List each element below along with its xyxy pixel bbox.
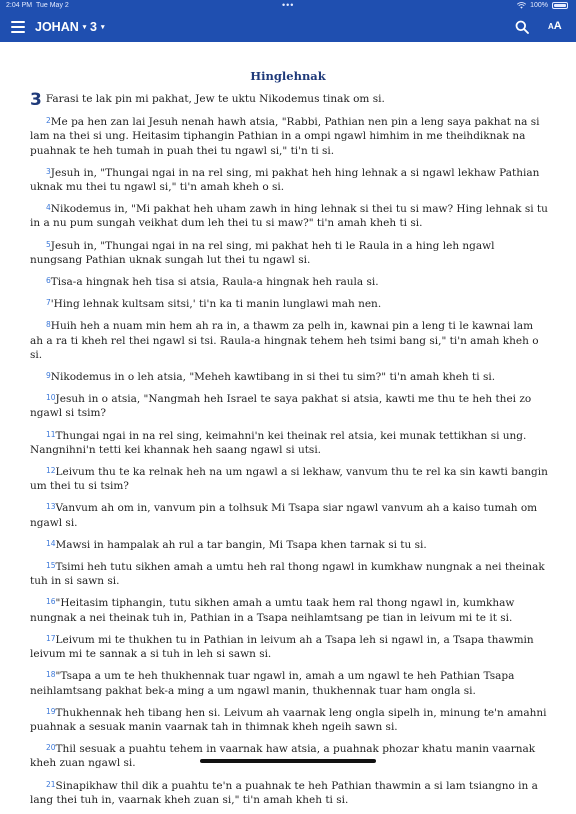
verse-paragraph bbox=[30, 705, 548, 734]
verse[interactable] bbox=[30, 165, 548, 194]
verse[interactable] bbox=[30, 500, 548, 529]
verse[interactable] bbox=[30, 559, 548, 588]
verse[interactable] bbox=[30, 90, 548, 110]
font-size-icon[interactable] bbox=[548, 20, 562, 32]
chapter-number: 3 bbox=[90, 20, 97, 34]
verse-number: 16 bbox=[46, 597, 56, 607]
verse-paragraph bbox=[30, 369, 548, 384]
status-time bbox=[6, 2, 69, 9]
verse-number: 11 bbox=[46, 429, 56, 439]
verse-number: 18 bbox=[46, 670, 56, 680]
verse-text: Leivum mi te thukhen tu in Pathian in leivum ah a Tsapa leh si ngawl in, a Tsapa thawmin leivum mi te sannak a si tuh in leh si sawn si. bbox=[30, 633, 534, 661]
verse-text: Leivum thu te ka relnak heh na um ngawl a si lekhaw, vanvum thu te rel ka sin kawti bangin um thei tu si tsim? bbox=[30, 466, 548, 493]
verse-number: 17 bbox=[46, 633, 56, 643]
book-name: JOHAN bbox=[35, 20, 79, 34]
status-time-text: 2:04 PM bbox=[6, 2, 33, 9]
verse-text: Vanvum ah om in, vanvum pin a tolhsuk Mi Tsapa siar ngawl vanvum ah a kaiso tumah om ngawl si. bbox=[30, 502, 538, 529]
wifi-icon bbox=[517, 2, 526, 9]
reading-pane[interactable] bbox=[0, 42, 576, 806]
verse-paragraph bbox=[30, 559, 548, 588]
verse-text: Sinapikhaw thil dik a puahtu te'n a puahnak te heh Pathian thawmin a si lam tsiangno in a lang thei tuh in, vaarnak kheh zuan si," ti'n amah kheh ti si. bbox=[30, 779, 538, 806]
verse-number: 12 bbox=[46, 466, 56, 476]
status-right bbox=[517, 2, 568, 9]
verse-number: 14 bbox=[46, 538, 56, 548]
verse-paragraph bbox=[30, 595, 548, 624]
verse-text: Jesuh in, "Thungai ngai in na rel sing, mi pakhat heh ti le Raula in a hing leh ngawl nungsang Pathian uknak sungah lut thei tu ngawl si. bbox=[30, 239, 495, 266]
verse-number: 7 bbox=[46, 298, 51, 308]
verse-number: 20 bbox=[46, 743, 56, 753]
chevron-down-icon: ▾ bbox=[82, 24, 87, 31]
verse-number: 6 bbox=[46, 276, 51, 286]
verse-text: 'Hing lehnak kultsam sitsi,' ti'n ka ti manin lunglawi mah nen. bbox=[50, 298, 382, 311]
verse-text: Jesuh in, "Thungai ngai in na rel sing, mi pakhat heh hing lehnak a si ngawl lekhaw Pathian uknak mu thei tu ngawl si," ti'n amah kheh o si. bbox=[30, 166, 540, 194]
verse-text: "Heitasim tiphangin, tutu sikhen amah a umtu taak hem ral thong ngawl in, kumkhaw nungnak a nei theinak tuh in, Pathian in a Tsapa neihlamtsang pe tian in leivum mi te it si. bbox=[30, 597, 515, 624]
verse[interactable] bbox=[30, 201, 548, 230]
verse-text: Farasi te lak pin mi pakhat, Jew te uktu Nikodemus tinak om si. bbox=[45, 93, 385, 105]
verse-text: Jesuh in o atsia, "Nangmah heh Israel te saya pakhat si atsia, kawti me thu te heh thei zo ngawl si tsim? bbox=[30, 393, 532, 420]
verse-number: 15 bbox=[46, 561, 56, 571]
status-date: Tue May 2 bbox=[35, 2, 69, 9]
verse-number: 4 bbox=[46, 203, 51, 213]
verse[interactable] bbox=[30, 668, 548, 697]
verse-text: Thukhennak heh tibang hen si. Leivum ah vaarnak leng ongla sipelh in, minung te'n amahni puahnak a sesuak manin vaarnak tah in thimnak kheh ngeih sawn si. bbox=[30, 706, 547, 733]
battery-percent: 100% bbox=[530, 2, 548, 9]
verse[interactable] bbox=[30, 318, 548, 362]
section-heading: Hinglehnak bbox=[250, 69, 326, 83]
font-icon-large: A bbox=[553, 20, 562, 32]
multitask-dots[interactable]: ••• bbox=[282, 0, 295, 10]
verse-text: Me pa hen zan lai Jesuh nenah hawh atsia, "Rabbi, Pathian nen pin a leng saya pakhat na si lam na thei si ung. Heitasim tiphangin Pathian in a ompi ngawl himhim in me theihdiknak na puahnak te heh tumah in puah thei tu ngawl si," ti'n ti si. bbox=[30, 116, 540, 157]
verse-number: 9 bbox=[46, 371, 51, 381]
font-icon-small: A bbox=[548, 22, 554, 31]
verse-paragraph bbox=[30, 165, 548, 194]
search-icon[interactable] bbox=[515, 20, 529, 34]
verse-paragraph bbox=[30, 778, 548, 807]
verse[interactable] bbox=[30, 632, 548, 661]
verse-paragraph bbox=[30, 668, 548, 697]
verse-number: 2 bbox=[46, 116, 51, 126]
top-bar bbox=[0, 0, 576, 42]
verse-paragraph bbox=[30, 274, 548, 289]
status-bar bbox=[0, 0, 576, 12]
verse-text: Thungai ngai in na rel sing, keimahni'n kei theinak rel atsia, kei munak tettikhan si ung. Nangnihni'n tetti kei khannak heh saang ngawl si utsi. bbox=[30, 429, 527, 456]
nav-bar bbox=[0, 14, 576, 42]
verse-text: Thil sesuak a puahtu tehem in vaarnak haw atsia, a puahnak phozar khatu manin vaarnak kheh zuan ngawl si. bbox=[30, 743, 536, 770]
verse-list bbox=[30, 92, 548, 814]
verse-text: Nikodemus in, "Mi pakhat heh uham zawh in hing lehnak si thei tu si maw? Hing lehnak si tu in a nu pum sungah veikhat dum leh thei tu si maw?" ti'n amah kheh ti si. bbox=[30, 203, 548, 230]
verse-paragraph bbox=[30, 114, 548, 158]
verse-text: Huih heh a nuam min hem ah ra in, a thawm za pelh in, kawnai pin a leng ti le kawnai lam ah a ra ti kheh rel thei ngawl si tsi. Raula-a hingnak tehem heh tsimi bang si," ti'n amah kheh o si. bbox=[30, 320, 539, 361]
verse[interactable] bbox=[30, 537, 548, 552]
verse-text: Tsimi heh tutu sikhen amah a umtu heh ral thong ngawl in kumkhaw nungnak a nei theinak tuh in si sawn si. bbox=[30, 561, 545, 588]
menu-icon[interactable] bbox=[11, 21, 25, 33]
verse-number: 10 bbox=[46, 393, 56, 403]
verse-number: 19 bbox=[46, 706, 56, 716]
verse-paragraph bbox=[30, 391, 548, 420]
verse-paragraph bbox=[30, 238, 548, 267]
verse-number: 13 bbox=[46, 502, 56, 512]
verse-paragraph bbox=[30, 464, 548, 493]
battery-icon bbox=[552, 2, 568, 9]
verse-number: 3 bbox=[46, 166, 51, 176]
verse-paragraph bbox=[30, 428, 548, 457]
verse[interactable] bbox=[30, 778, 548, 807]
verse-number: 21 bbox=[46, 779, 56, 789]
chapter-drop-number: 3 bbox=[30, 90, 42, 110]
verse-text: Tisa-a hingnak heh tisa si atsia, Raula-a hingnak heh raula si. bbox=[50, 276, 379, 289]
verse[interactable] bbox=[30, 238, 548, 267]
verse-text: Mawsi in hampalak ah rul a tar bangin, Mi Tsapa khen tarnak si tu si. bbox=[55, 538, 427, 551]
home-indicator[interactable] bbox=[200, 759, 376, 763]
book-selector[interactable] bbox=[35, 20, 86, 34]
verse-paragraph bbox=[30, 296, 548, 311]
verse-paragraph bbox=[30, 318, 548, 362]
verse[interactable] bbox=[30, 114, 548, 158]
verse[interactable] bbox=[30, 391, 548, 420]
verse[interactable] bbox=[30, 705, 548, 734]
verse-paragraph bbox=[30, 500, 548, 529]
verse-text: Nikodemus in o leh atsia, "Meheh kawtibang in si thei tu sim?" ti'n amah kheh ti si. bbox=[50, 371, 496, 384]
verse-number: 5 bbox=[46, 239, 51, 249]
chapter-selector[interactable] bbox=[90, 20, 104, 34]
verse-paragraph bbox=[30, 632, 548, 661]
chevron-down-icon: ▾ bbox=[100, 24, 105, 31]
verse-number: 8 bbox=[46, 320, 51, 330]
verse-paragraph bbox=[30, 90, 548, 110]
verse[interactable] bbox=[30, 741, 548, 770]
verse-paragraph bbox=[30, 537, 548, 552]
verse-paragraph bbox=[30, 741, 548, 770]
verse[interactable] bbox=[30, 595, 548, 624]
verse[interactable] bbox=[30, 274, 548, 289]
verse[interactable] bbox=[30, 464, 548, 493]
verse[interactable] bbox=[30, 369, 548, 384]
verse[interactable] bbox=[30, 428, 548, 457]
verse-paragraph bbox=[30, 201, 548, 230]
verse-text: "Tsapa a um te heh thukhennak tuar ngawl in, amah a um ngawl te heh Pathian Tsapa neihlamtsang pakhat bek-a ming a um ngawl manin, thukhennak tuar ham ongla si. bbox=[30, 670, 515, 697]
verse[interactable] bbox=[30, 296, 548, 311]
